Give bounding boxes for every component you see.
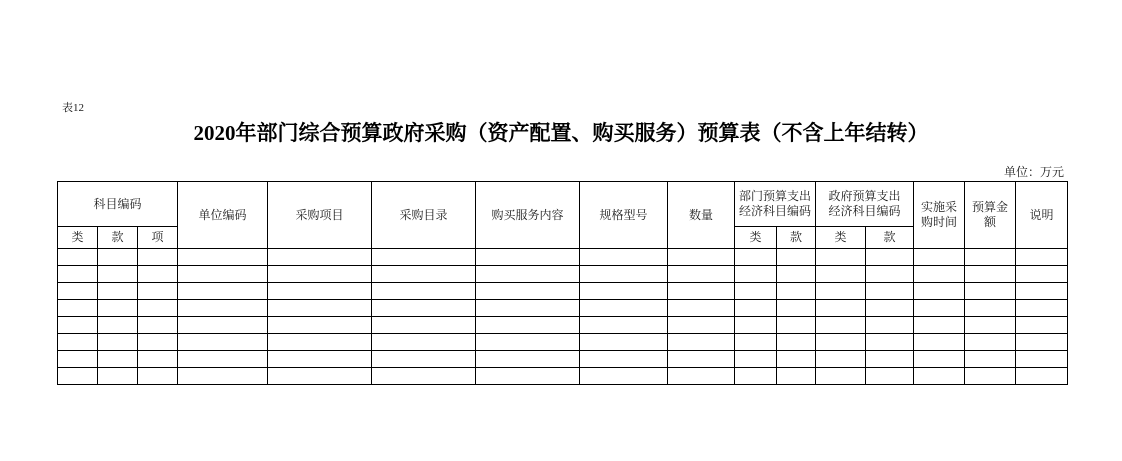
document-title: 2020年部门综合预算政府采购（资产配置、购买服务）预算表（不含上年结转） [193,121,929,145]
table-cell [372,266,476,283]
table-cell [178,249,268,266]
header-budget-amount-line-2: 额 [984,215,997,229]
header-gov-econ-code-line-1: 政府预算支出 [828,189,901,203]
table-cell [580,351,668,368]
table-cell [580,317,668,334]
table-cell [138,249,178,266]
table-cell [1016,334,1068,351]
table-cell [580,334,668,351]
table-cell [138,368,178,385]
table-cell [1016,266,1068,283]
table-cell [138,334,178,351]
table-cell [58,334,98,351]
header-notes: 说明 [1016,182,1068,249]
header-unit-code: 单位编码 [178,182,268,249]
header-subject-code: 科目编码 [58,182,178,227]
header-dept-section: 款 [777,227,816,249]
table-cell [268,317,372,334]
table-cell [668,249,735,266]
table-cell [178,317,268,334]
table-cell [476,300,580,317]
table-cell [965,266,1016,283]
table-cell [777,368,816,385]
table-cell [98,368,138,385]
table-cell [816,368,866,385]
table-cell [866,283,914,300]
header-dept-econ-code-line-2: 经济科目编码 [739,204,812,218]
table-cell [735,351,777,368]
table-cell [816,266,866,283]
header-quantity: 数量 [668,182,735,249]
table-cell [816,249,866,266]
table-cell [268,368,372,385]
table-cell [965,300,1016,317]
table-cell [138,317,178,334]
table-row [58,300,1068,317]
table-cell [668,317,735,334]
table-number: 表12 [62,102,84,114]
table-cell [816,351,866,368]
table-cell [668,368,735,385]
table-cell [668,266,735,283]
table-cell [476,351,580,368]
header-purchase-catalog: 采购目录 [372,182,476,249]
table-row [58,283,1068,300]
table-cell [777,334,816,351]
header-budget-amount [965,182,1016,249]
table-cell [138,283,178,300]
table-cell [1016,300,1068,317]
table-cell [268,266,372,283]
header-impl-time-line-1: 实施采 [921,200,958,214]
table-cell [476,334,580,351]
table-cell [777,351,816,368]
table-cell [58,283,98,300]
table-cell [866,317,914,334]
table-cell [914,334,965,351]
table-cell [580,266,668,283]
table-cell [1016,283,1068,300]
table-cell [58,300,98,317]
table-cell [268,249,372,266]
header-subject-item: 项 [138,227,178,249]
table-cell [914,266,965,283]
header-gov-category: 类 [816,227,866,249]
table-cell [178,351,268,368]
table-cell [476,283,580,300]
table-cell [816,283,866,300]
table-cell [476,249,580,266]
header-budget-amount-line-1: 预算金 [972,200,1009,214]
table-cell [98,249,138,266]
header-impl-time-line-2: 购时间 [921,215,958,229]
header-service-content: 购买服务内容 [476,182,580,249]
table-cell [1016,249,1068,266]
table-cell [914,300,965,317]
table-cell [372,351,476,368]
table-cell [58,249,98,266]
table-cell [965,334,1016,351]
table-cell [735,283,777,300]
budget-table [57,181,1068,385]
header-impl-time [914,182,965,249]
header-subject-section: 款 [98,227,138,249]
table-cell [98,334,138,351]
table-cell [268,351,372,368]
table-cell [866,249,914,266]
table-cell [965,368,1016,385]
header-subject-category: 类 [58,227,98,249]
table-cell [777,317,816,334]
table-cell [914,368,965,385]
table-row [58,368,1068,385]
header-dept-econ-code-line-1: 部门预算支出 [739,189,812,203]
table-cell [372,334,476,351]
header-gov-econ-code-line-2: 经济科目编码 [828,204,901,218]
table-cell [98,351,138,368]
table-cell [1016,368,1068,385]
table-cell [777,249,816,266]
table-row [58,351,1068,368]
table-cell [777,283,816,300]
table-cell [668,351,735,368]
table-cell [735,368,777,385]
table-cell [98,266,138,283]
table-cell [965,283,1016,300]
table-cell [965,317,1016,334]
table-cell [735,266,777,283]
table-cell [178,334,268,351]
header-gov-econ-code [816,182,914,227]
table-cell [476,266,580,283]
table-cell [268,334,372,351]
table-cell [372,317,476,334]
table-cell [178,300,268,317]
table-cell [138,351,178,368]
table-cell [372,283,476,300]
unit-label: 单位：万元 [1003,165,1064,179]
table-cell [668,334,735,351]
table-cell [138,266,178,283]
table-cell [58,266,98,283]
table-cell [735,249,777,266]
table-cell [580,283,668,300]
table-cell [138,300,178,317]
table-row [58,266,1068,283]
table-cell [914,317,965,334]
table-cell [580,249,668,266]
table-cell [866,266,914,283]
table-cell [866,368,914,385]
header-purchase-item: 采购项目 [268,182,372,249]
table-cell [476,368,580,385]
table-cell [58,317,98,334]
table-cell [816,300,866,317]
table-cell [372,300,476,317]
table-cell [98,283,138,300]
table-cell [777,300,816,317]
table-cell [58,368,98,385]
table-cell [735,300,777,317]
table-row [58,317,1068,334]
table-cell [1016,351,1068,368]
table-cell [178,368,268,385]
table-cell [476,317,580,334]
table-cell [777,266,816,283]
table-cell [914,351,965,368]
table-cell [372,368,476,385]
table-cell [98,317,138,334]
header-dept-econ-code [735,182,816,227]
table-cell [58,351,98,368]
table-cell [1016,317,1068,334]
table-cell [816,317,866,334]
table-cell [965,351,1016,368]
header-row-1 [58,182,1068,227]
table-cell [914,249,965,266]
table-row [58,249,1068,266]
table-cell [580,300,668,317]
table-cell [178,283,268,300]
table-cell [866,300,914,317]
table-cell [372,249,476,266]
table-cell [580,368,668,385]
table-cell [816,334,866,351]
table-cell [668,300,735,317]
header-dept-category: 类 [735,227,777,249]
table-cell [866,334,914,351]
table-cell [965,249,1016,266]
table-cell [268,300,372,317]
table-cell [268,283,372,300]
table-cell [866,351,914,368]
header-gov-section: 款 [866,227,914,249]
table-row [58,334,1068,351]
table-cell [735,317,777,334]
header-spec-model: 规格型号 [580,182,668,249]
table-cell [914,283,965,300]
table-cell [735,334,777,351]
table-cell [178,266,268,283]
table-cell [668,283,735,300]
table-cell [98,300,138,317]
